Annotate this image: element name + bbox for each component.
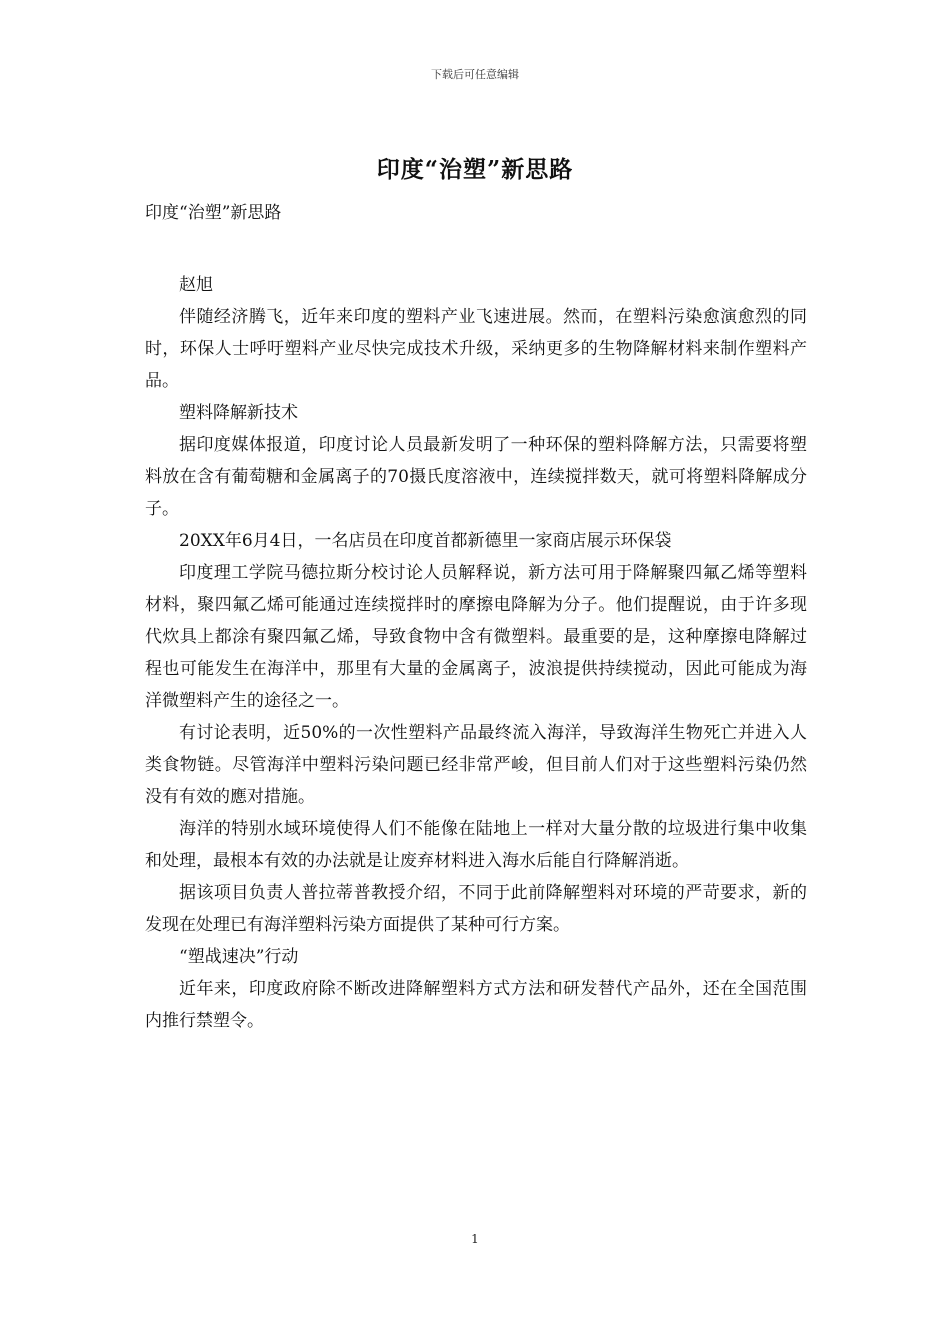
- paragraph: 印度理工学院马德拉斯分校讨论人员解释说，新方法可用于降解聚四氟乙烯等塑料材料，聚四氟乙烯可能通过连续搅拌时的摩擦电降解为分子。他们提醒说，由于许多现代炊具上都涂有聚四氟乙烯，导致食物中含有微塑料。最重要的是，这种摩擦电降解过程也可能发生在海洋中，那里有大量的金属离子，波浪提供持续搅动，因此可能成为海洋微塑料产生的途径之一。: [145, 563, 807, 711]
- header-note: 下载后可任意编辑: [431, 68, 519, 81]
- paragraph: 据该项目负责人普拉蒂普教授介绍，不同于此前降解塑料对环境的严苛要求，新的发现在处理已有海洋塑料污染方面提供了某种可行方案。: [145, 883, 807, 935]
- subtitle-line: 印度“治塑”新思路: [145, 203, 282, 223]
- page-number: 1: [471, 1232, 479, 1246]
- section-heading: 塑料降解新技术: [179, 403, 298, 423]
- section-heading: “塑战速决”行动: [179, 947, 299, 967]
- spacer: [145, 229, 807, 269]
- photo-caption: 20XX年6月4日，一名店员在印度首都新德里一家商店展示环保袋: [179, 531, 672, 551]
- paragraph: 海洋的特别水域环境使得人们不能像在陆地上一样对大量分散的垃圾进行集中收集和处理，最根本有效的办法就是让废弃材料进入海水后能自行降解消逝。: [145, 819, 807, 871]
- document-body: [145, 197, 807, 1037]
- page-title: 印度“治塑”新思路: [376, 156, 574, 183]
- paragraph: 有讨论表明，近50%的一次性塑料产品最终流入海洋，导致海洋生物死亡并进入人类食物链。尽管海洋中塑料污染问题已经非常严峻，但目前人们对于这些塑料污染仍然没有有效的應对措施。: [145, 723, 807, 807]
- paragraph: 近年来，印度政府除不断改进降解塑料方式方法和研发替代产品外，还在全国范围内推行禁塑令。: [145, 979, 807, 1031]
- paragraph: 伴随经济腾飞，近年来印度的塑料产业飞速进展。然而，在塑料污染愈演愈烈的同时，环保人士呼吁塑料产业尽快完成技术升级，采纳更多的生物降解材料来制作塑料产品。: [145, 307, 807, 391]
- author-line: 赵旭: [179, 275, 213, 295]
- paragraph: 据印度媒体报道，印度讨论人员最新发明了一种环保的塑料降解方法，只需要将塑料放在含有葡萄糖和金属离子的70摄氏度溶液中，连续搅拌数天，就可将塑料降解成分子。: [145, 435, 807, 519]
